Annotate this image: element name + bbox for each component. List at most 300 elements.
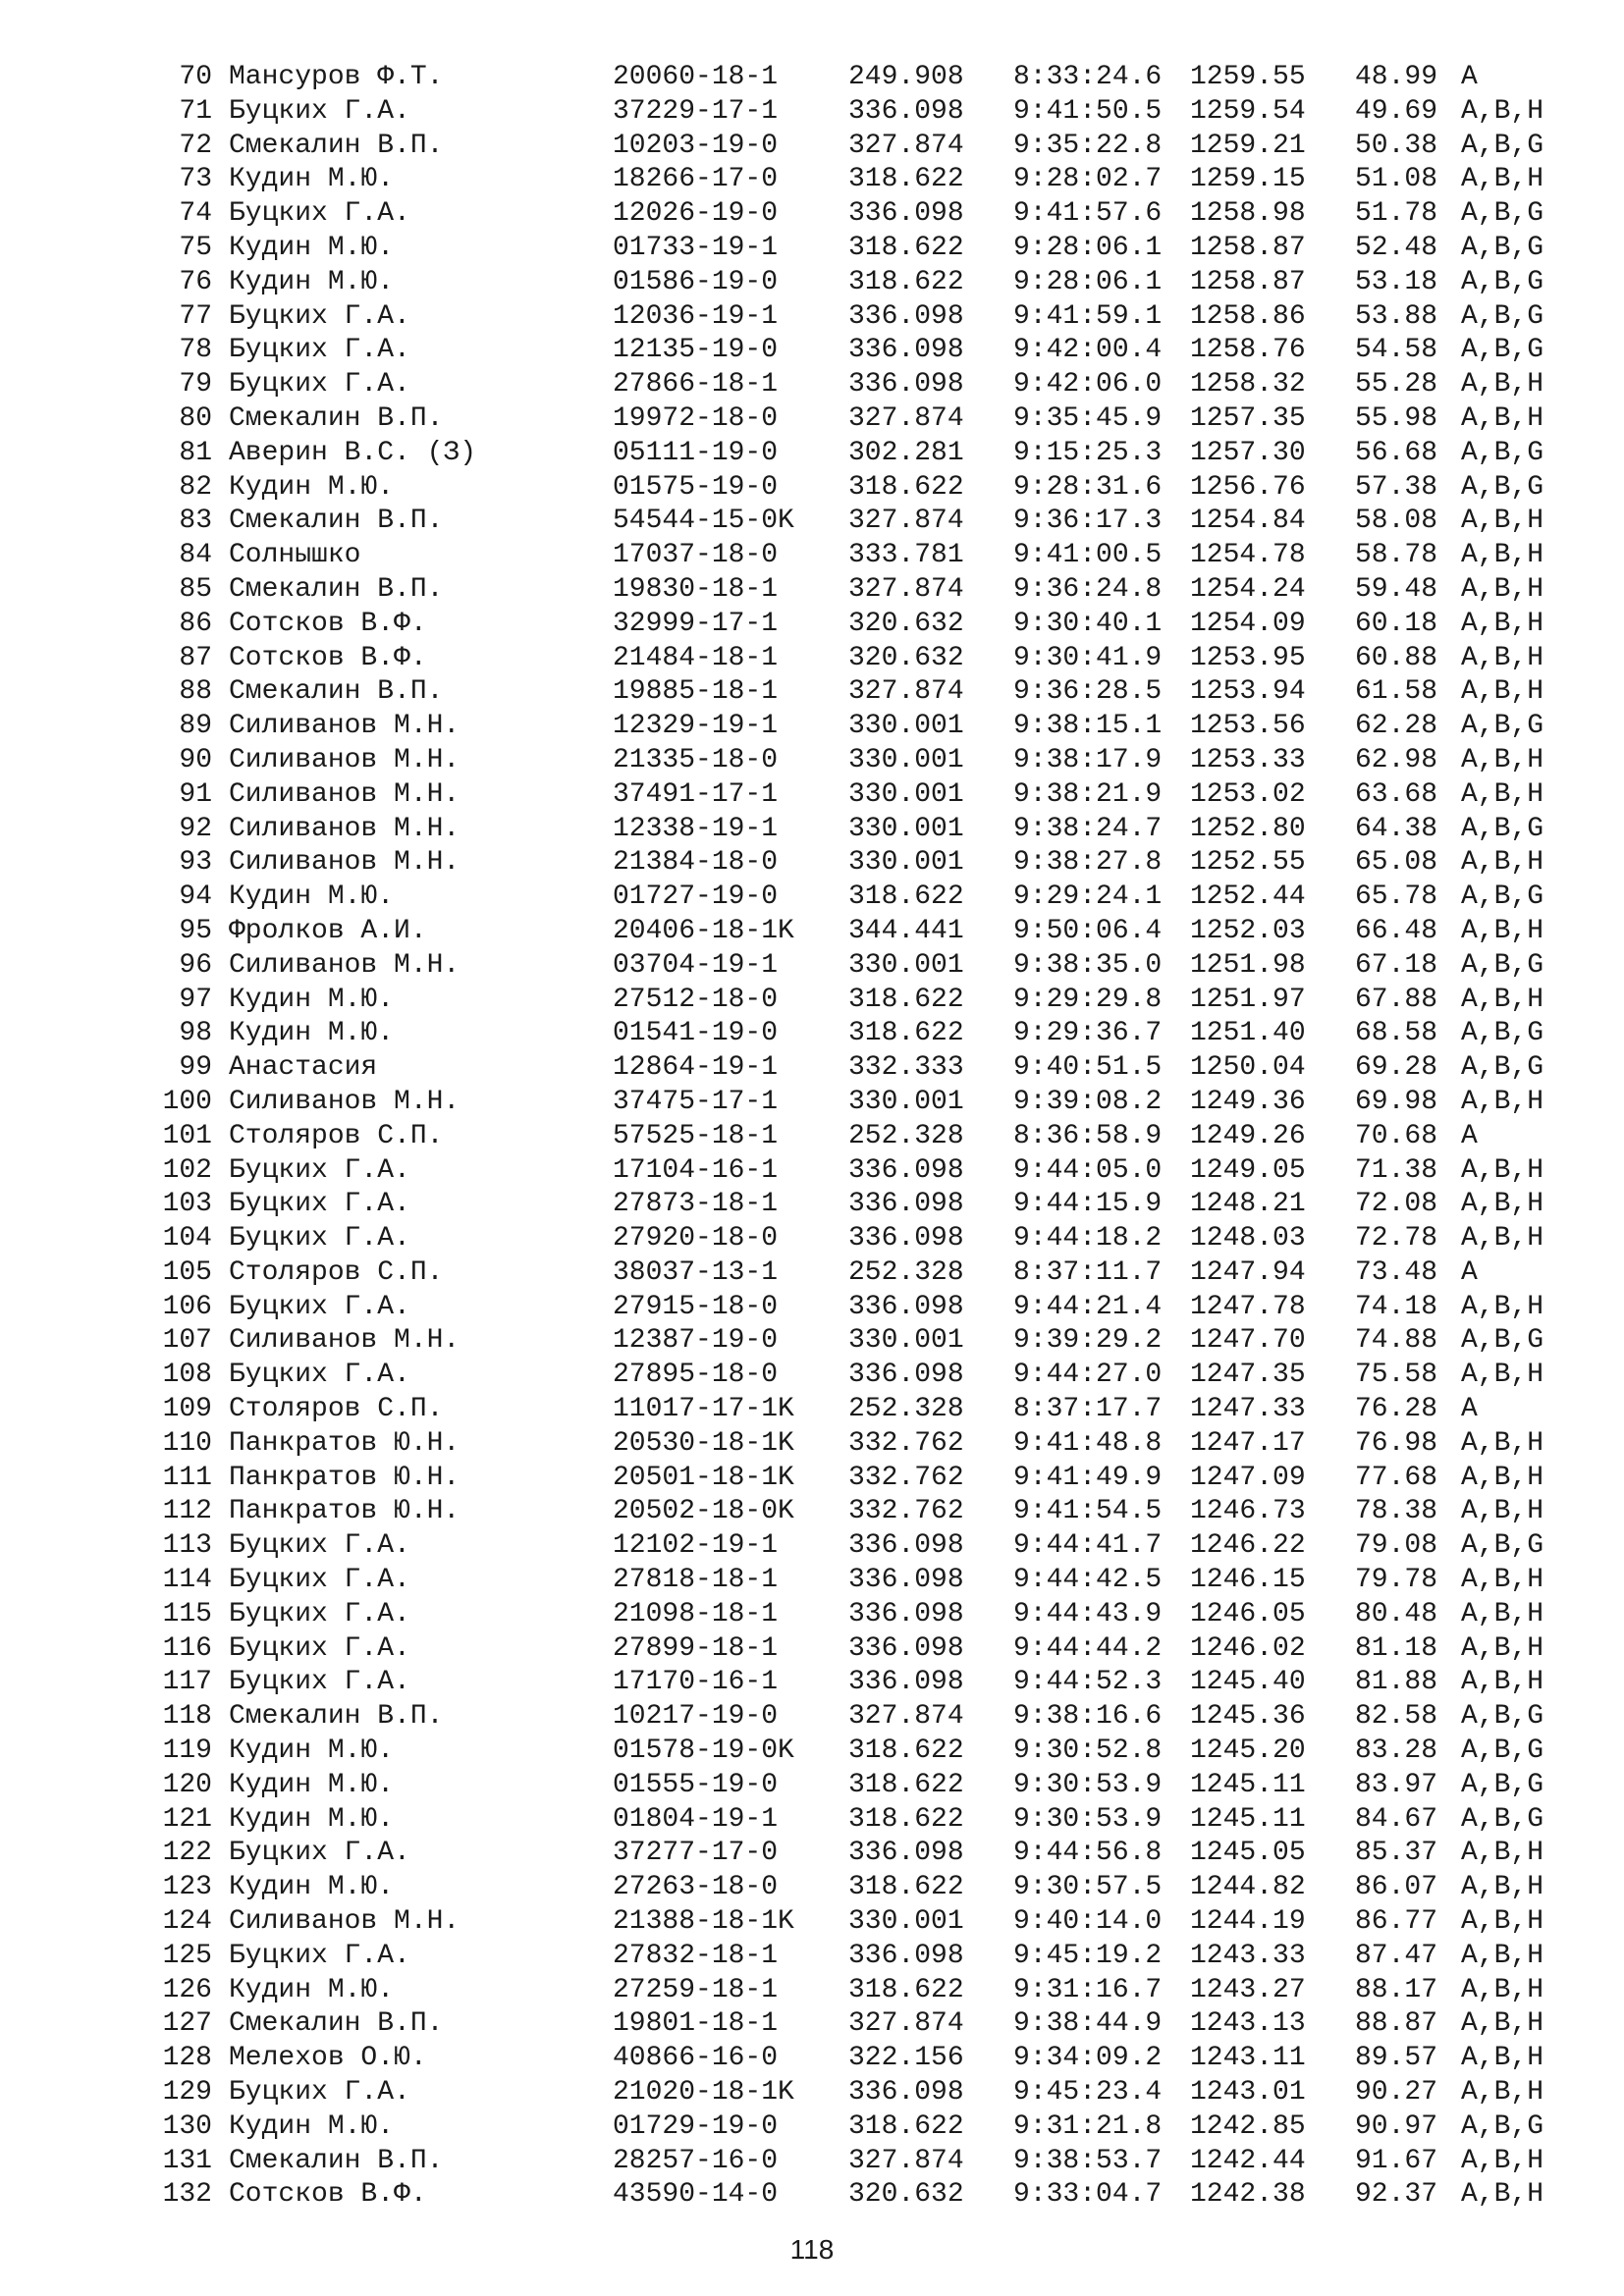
- arrival-time-cell: 9:44:05.0: [1013, 1154, 1163, 1186]
- table-row: [0, 915, 1624, 949]
- speed-cell: 1243.27: [1190, 1974, 1306, 2005]
- points-cell: 60.18: [1355, 608, 1438, 639]
- points-cell: 58.78: [1355, 540, 1438, 571]
- fancier-name-cell: Анастасия: [229, 1052, 378, 1084]
- rank-cell: 86: [179, 608, 212, 639]
- categories-cell: A,B,H: [1461, 95, 1544, 127]
- table-row: [0, 1837, 1624, 1871]
- speed-cell: 1258.32: [1190, 369, 1306, 400]
- rank-cell: 87: [179, 642, 212, 673]
- rank-cell: 91: [179, 778, 212, 810]
- rank-cell: 111: [162, 1462, 212, 1493]
- table-row: [0, 1803, 1624, 1838]
- speed-cell: 1245.11: [1190, 1803, 1306, 1835]
- points-cell: 58.08: [1355, 506, 1438, 537]
- rank-cell: 96: [179, 949, 212, 981]
- distance-cell: 318.622: [848, 1769, 964, 1800]
- fancier-name-cell: Сотсков В.Ф.: [229, 608, 427, 639]
- points-cell: 61.58: [1355, 676, 1438, 708]
- rank-cell: 78: [179, 335, 212, 366]
- points-cell: 63.68: [1355, 778, 1438, 810]
- distance-cell: 318.622: [848, 471, 964, 503]
- categories-cell: A,B,H: [1461, 1565, 1544, 1596]
- distance-cell: 336.098: [848, 2077, 964, 2109]
- fancier-name-cell: Солнышко: [229, 540, 361, 571]
- points-cell: 50.38: [1355, 130, 1438, 161]
- points-cell: 75.58: [1355, 1360, 1438, 1391]
- categories-cell: A: [1461, 1120, 1478, 1151]
- ring-number-cell: 17037-18-0: [613, 540, 779, 571]
- points-cell: 78.38: [1355, 1496, 1438, 1527]
- arrival-time-cell: 9:38:21.9: [1013, 778, 1163, 810]
- arrival-time-cell: 9:42:00.4: [1013, 335, 1163, 366]
- distance-cell: 252.328: [848, 1120, 964, 1151]
- categories-cell: A,B,H: [1461, 1086, 1544, 1117]
- speed-cell: 1258.87: [1190, 232, 1306, 263]
- categories-cell: A,B,H: [1461, 676, 1544, 708]
- categories-cell: A,B,G: [1461, 232, 1544, 263]
- arrival-time-cell: 9:36:24.8: [1013, 573, 1163, 605]
- arrival-time-cell: 9:44:41.7: [1013, 1530, 1163, 1562]
- rank-cell: 114: [162, 1565, 212, 1596]
- table-row: [0, 1564, 1624, 1598]
- distance-cell: 252.328: [848, 1256, 964, 1288]
- categories-cell: A,B,H: [1461, 1462, 1544, 1493]
- ring-number-cell: 54544-15-0K: [613, 506, 794, 537]
- fancier-name-cell: Буцких Г.А.: [229, 1223, 410, 1255]
- rank-cell: 92: [179, 813, 212, 844]
- arrival-time-cell: 9:44:44.2: [1013, 1632, 1163, 1664]
- speed-cell: 1254.84: [1190, 506, 1306, 537]
- ring-number-cell: 37277-17-0: [613, 1838, 779, 1869]
- points-cell: 56.68: [1355, 437, 1438, 468]
- categories-cell: A: [1461, 1394, 1478, 1425]
- categories-cell: A,B,H: [1461, 847, 1544, 879]
- fancier-name-cell: Смекалин В.П.: [229, 573, 444, 605]
- arrival-time-cell: 9:50:06.4: [1013, 915, 1163, 946]
- categories-cell: A,B,H: [1461, 1940, 1544, 1971]
- rank-cell: 103: [162, 1189, 212, 1220]
- points-cell: 48.99: [1355, 62, 1438, 92]
- points-cell: 74.18: [1355, 1291, 1438, 1322]
- speed-cell: 1259.55: [1190, 62, 1306, 92]
- points-cell: 57.38: [1355, 471, 1438, 503]
- speed-cell: 1254.78: [1190, 540, 1306, 571]
- fancier-name-cell: Мансуров Ф.Т.: [229, 62, 444, 92]
- points-cell: 52.48: [1355, 232, 1438, 263]
- table-row: [0, 1700, 1624, 1735]
- distance-cell: 327.874: [848, 1701, 964, 1733]
- speed-cell: 1257.35: [1190, 402, 1306, 434]
- table-row: [0, 266, 1624, 300]
- arrival-time-cell: 9:41:59.1: [1013, 300, 1163, 332]
- categories-cell: A,B,H: [1461, 573, 1544, 605]
- table-row: [0, 1905, 1624, 1940]
- points-cell: 90.27: [1355, 2077, 1438, 2109]
- categories-cell: A,B,H: [1461, 2145, 1544, 2176]
- speed-cell: 1252.03: [1190, 915, 1306, 946]
- arrival-time-cell: 9:36:17.3: [1013, 506, 1163, 537]
- ring-number-cell: 12864-19-1: [613, 1052, 779, 1084]
- rank-cell: 98: [179, 1018, 212, 1049]
- fancier-name-cell: Буцких Г.А.: [229, 1530, 410, 1562]
- points-cell: 67.88: [1355, 984, 1438, 1015]
- ring-number-cell: 27915-18-0: [613, 1291, 779, 1322]
- speed-cell: 1252.80: [1190, 813, 1306, 844]
- speed-cell: 1248.21: [1190, 1189, 1306, 1220]
- speed-cell: 1249.26: [1190, 1120, 1306, 1151]
- speed-cell: 1258.76: [1190, 335, 1306, 366]
- table-row: [0, 573, 1624, 608]
- points-cell: 73.48: [1355, 1256, 1438, 1288]
- arrival-time-cell: 9:29:29.8: [1013, 984, 1163, 1015]
- ring-number-cell: 12102-19-1: [613, 1530, 779, 1562]
- distance-cell: 330.001: [848, 813, 964, 844]
- table-row: [0, 95, 1624, 130]
- points-cell: 91.67: [1355, 2145, 1438, 2176]
- fancier-name-cell: Буцких Г.А.: [229, 1632, 410, 1664]
- distance-cell: 336.098: [848, 198, 964, 230]
- table-row: [0, 2076, 1624, 2110]
- fancier-name-cell: Силиванов М.Н.: [229, 847, 460, 879]
- rank-cell: 112: [162, 1496, 212, 1527]
- table-row: [0, 1086, 1624, 1120]
- arrival-time-cell: 9:38:27.8: [1013, 847, 1163, 879]
- table-row: [0, 471, 1624, 506]
- categories-cell: A,B,H: [1461, 1360, 1544, 1391]
- fancier-name-cell: Кудин М.Ю.: [229, 1872, 395, 1903]
- ring-number-cell: 20060-18-1: [613, 62, 779, 92]
- table-row: [0, 1974, 1624, 2008]
- categories-cell: A,B,G: [1461, 1530, 1544, 1562]
- arrival-time-cell: 9:44:15.9: [1013, 1189, 1163, 1220]
- ring-number-cell: 32999-17-1: [613, 608, 779, 639]
- fancier-name-cell: Буцких Г.А.: [229, 1189, 410, 1220]
- distance-cell: 318.622: [848, 984, 964, 1015]
- table-row: [0, 1871, 1624, 1905]
- rank-cell: 131: [162, 2145, 212, 2176]
- fancier-name-cell: Смекалин В.П.: [229, 676, 444, 708]
- ring-number-cell: 19801-18-1: [613, 2008, 779, 2040]
- fancier-name-cell: Панкратов Ю.Н.: [229, 1462, 460, 1493]
- fancier-name-cell: Буцких Г.А.: [229, 1940, 410, 1971]
- arrival-time-cell: 9:44:18.2: [1013, 1223, 1163, 1255]
- distance-cell: 322.156: [848, 2043, 964, 2074]
- arrival-time-cell: 9:41:00.5: [1013, 540, 1163, 571]
- distance-cell: 336.098: [848, 369, 964, 400]
- rank-cell: 80: [179, 402, 212, 434]
- arrival-time-cell: 9:42:06.0: [1013, 369, 1163, 400]
- ring-number-cell: 19972-18-0: [613, 402, 779, 434]
- distance-cell: 336.098: [848, 1291, 964, 1322]
- fancier-name-cell: Буцких Г.А.: [229, 1838, 410, 1869]
- distance-cell: 332.762: [848, 1496, 964, 1527]
- arrival-time-cell: 9:38:15.1: [1013, 711, 1163, 742]
- speed-cell: 1247.17: [1190, 1427, 1306, 1459]
- ring-number-cell: 03704-19-1: [613, 949, 779, 981]
- rank-cell: 130: [162, 2110, 212, 2142]
- arrival-time-cell: 9:44:27.0: [1013, 1360, 1163, 1391]
- categories-cell: A,B,H: [1461, 1906, 1544, 1938]
- distance-cell: 318.622: [848, 881, 964, 913]
- speed-cell: 1246.02: [1190, 1632, 1306, 1664]
- points-cell: 65.08: [1355, 847, 1438, 879]
- ring-number-cell: 20501-18-1K: [613, 1462, 794, 1493]
- table-row: [0, 1598, 1624, 1632]
- distance-cell: 330.001: [848, 744, 964, 775]
- fancier-name-cell: Кудин М.Ю.: [229, 164, 395, 195]
- rank-cell: 117: [162, 1667, 212, 1698]
- categories-cell: A,B,H: [1461, 402, 1544, 434]
- rank-cell: 122: [162, 1838, 212, 1869]
- table-row: [0, 1120, 1624, 1154]
- ring-number-cell: 10217-19-0: [613, 1701, 779, 1733]
- points-cell: 67.18: [1355, 949, 1438, 981]
- categories-cell: A,B,H: [1461, 1632, 1544, 1664]
- distance-cell: 327.874: [848, 506, 964, 537]
- rank-cell: 88: [179, 676, 212, 708]
- rank-cell: 89: [179, 711, 212, 742]
- rank-cell: 95: [179, 915, 212, 946]
- table-row: [0, 1359, 1624, 1393]
- rank-cell: 110: [162, 1427, 212, 1459]
- fancier-name-cell: Силиванов М.Н.: [229, 1086, 460, 1117]
- categories-cell: A,B,G: [1461, 1052, 1544, 1084]
- rank-cell: 126: [162, 1974, 212, 2005]
- speed-cell: 1256.76: [1190, 471, 1306, 503]
- categories-cell: A,B,H: [1461, 1872, 1544, 1903]
- categories-cell: A,B,G: [1461, 130, 1544, 161]
- speed-cell: 1243.33: [1190, 1940, 1306, 1971]
- points-cell: 86.77: [1355, 1906, 1438, 1938]
- ring-number-cell: 01575-19-0: [613, 471, 779, 503]
- points-cell: 51.08: [1355, 164, 1438, 195]
- rank-cell: 104: [162, 1223, 212, 1255]
- arrival-time-cell: 9:45:23.4: [1013, 2077, 1163, 2109]
- ring-number-cell: 21388-18-1K: [613, 1906, 794, 1938]
- fancier-name-cell: Панкратов Ю.Н.: [229, 1496, 460, 1527]
- table-row: [0, 1188, 1624, 1222]
- distance-cell: 336.098: [848, 300, 964, 332]
- rank-cell: 79: [179, 369, 212, 400]
- arrival-time-cell: 9:35:45.9: [1013, 402, 1163, 434]
- rank-cell: 105: [162, 1256, 212, 1288]
- distance-cell: 249.908: [848, 62, 964, 92]
- points-cell: 53.88: [1355, 300, 1438, 332]
- fancier-name-cell: Аверин В.С. (З): [229, 437, 477, 468]
- categories-cell: A,B,G: [1461, 1735, 1544, 1767]
- categories-cell: A,B,H: [1461, 642, 1544, 673]
- speed-cell: 1245.20: [1190, 1735, 1306, 1767]
- rank-cell: 102: [162, 1154, 212, 1186]
- rank-cell: 72: [179, 130, 212, 161]
- speed-cell: 1245.36: [1190, 1701, 1306, 1733]
- rank-cell: 73: [179, 164, 212, 195]
- fancier-name-cell: Буцких Г.А.: [229, 1565, 410, 1596]
- rank-cell: 70: [179, 62, 212, 92]
- ring-number-cell: 27899-18-1: [613, 1632, 779, 1664]
- ring-number-cell: 21384-18-0: [613, 847, 779, 879]
- table-row: [0, 949, 1624, 984]
- points-cell: 62.98: [1355, 744, 1438, 775]
- fancier-name-cell: Кудин М.Ю.: [229, 1769, 395, 1800]
- distance-cell: 330.001: [848, 847, 964, 879]
- table-row: [0, 846, 1624, 881]
- rank-cell: 77: [179, 300, 212, 332]
- ring-number-cell: 18266-17-0: [613, 164, 779, 195]
- distance-cell: 336.098: [848, 1632, 964, 1664]
- table-row: [0, 1769, 1624, 1803]
- ring-number-cell: 17104-16-1: [613, 1154, 779, 1186]
- categories-cell: A,B,G: [1461, 813, 1544, 844]
- arrival-time-cell: 9:34:09.2: [1013, 2043, 1163, 2074]
- table-row: [0, 1291, 1624, 1325]
- distance-cell: 318.622: [848, 232, 964, 263]
- distance-cell: 336.098: [848, 1667, 964, 1698]
- fancier-name-cell: Мелехов О.Ю.: [229, 2043, 427, 2074]
- distance-cell: 330.001: [848, 711, 964, 742]
- arrival-time-cell: 9:38:44.9: [1013, 2008, 1163, 2040]
- fancier-name-cell: Силиванов М.Н.: [229, 778, 460, 810]
- categories-cell: A,B,G: [1461, 300, 1544, 332]
- points-cell: 79.78: [1355, 1565, 1438, 1596]
- points-cell: 88.17: [1355, 1974, 1438, 2005]
- page-number: 118: [789, 2234, 835, 2265]
- ring-number-cell: 01555-19-0: [613, 1769, 779, 1800]
- categories-cell: A,B,G: [1461, 949, 1544, 981]
- ring-number-cell: 01733-19-1: [613, 232, 779, 263]
- points-cell: 54.58: [1355, 335, 1438, 366]
- table-row: [0, 1017, 1624, 1051]
- categories-cell: A,B,H: [1461, 2043, 1544, 2074]
- speed-cell: 1245.05: [1190, 1838, 1306, 1869]
- ring-number-cell: 17170-16-1: [613, 1667, 779, 1698]
- distance-cell: 336.098: [848, 1565, 964, 1596]
- categories-cell: A,B,H: [1461, 506, 1544, 537]
- ring-number-cell: 37229-17-1: [613, 95, 779, 127]
- speed-cell: 1250.04: [1190, 1052, 1306, 1084]
- distance-cell: 320.632: [848, 2179, 964, 2211]
- rank-cell: 100: [162, 1086, 212, 1117]
- fancier-name-cell: Буцких Г.А.: [229, 300, 410, 332]
- categories-cell: A,B,G: [1461, 471, 1544, 503]
- ring-number-cell: 57525-18-1: [613, 1120, 779, 1151]
- arrival-time-cell: 9:38:53.7: [1013, 2145, 1163, 2176]
- arrival-time-cell: 9:38:24.7: [1013, 813, 1163, 844]
- fancier-name-cell: Кудин М.Ю.: [229, 1735, 395, 1767]
- ring-number-cell: 12036-19-1: [613, 300, 779, 332]
- rank-cell: 84: [179, 540, 212, 571]
- rank-cell: 124: [162, 1906, 212, 1938]
- speed-cell: 1247.33: [1190, 1394, 1306, 1425]
- arrival-time-cell: 9:41:54.5: [1013, 1496, 1163, 1527]
- arrival-time-cell: 9:29:24.1: [1013, 881, 1163, 913]
- ring-number-cell: 27873-18-1: [613, 1189, 779, 1220]
- table-row: [0, 881, 1624, 915]
- table-row: [0, 2145, 1624, 2179]
- ring-number-cell: 12329-19-1: [613, 711, 779, 742]
- arrival-time-cell: 8:37:11.7: [1013, 1256, 1163, 1288]
- table-row: [0, 1222, 1624, 1256]
- speed-cell: 1245.11: [1190, 1769, 1306, 1800]
- speed-cell: 1247.70: [1190, 1325, 1306, 1357]
- speed-cell: 1252.44: [1190, 881, 1306, 913]
- table-row: [0, 1154, 1624, 1189]
- points-cell: 87.47: [1355, 1940, 1438, 1971]
- distance-cell: 330.001: [848, 1325, 964, 1357]
- categories-cell: A,B,H: [1461, 984, 1544, 1015]
- ring-number-cell: 20502-18-0K: [613, 1496, 794, 1527]
- rank-cell: 127: [162, 2008, 212, 2040]
- distance-cell: 302.281: [848, 437, 964, 468]
- speed-cell: 1258.87: [1190, 266, 1306, 297]
- rank-cell: 74: [179, 198, 212, 230]
- table-row: [0, 163, 1624, 197]
- points-cell: 88.87: [1355, 2008, 1438, 2040]
- speed-cell: 1253.94: [1190, 676, 1306, 708]
- arrival-time-cell: 9:30:57.5: [1013, 1872, 1163, 1903]
- speed-cell: 1253.02: [1190, 778, 1306, 810]
- table-row: [0, 334, 1624, 368]
- points-cell: 83.28: [1355, 1735, 1438, 1767]
- rank-cell: 109: [162, 1394, 212, 1425]
- fancier-name-cell: Кудин М.Ю.: [229, 881, 395, 913]
- rank-cell: 119: [162, 1735, 212, 1767]
- ring-number-cell: 28257-16-0: [613, 2145, 779, 2176]
- points-cell: 89.57: [1355, 2043, 1438, 2074]
- distance-cell: 318.622: [848, 1018, 964, 1049]
- speed-cell: 1259.15: [1190, 164, 1306, 195]
- arrival-time-cell: 9:33:04.7: [1013, 2179, 1163, 2211]
- categories-cell: A,B,H: [1461, 369, 1544, 400]
- categories-cell: A,B,H: [1461, 2179, 1544, 2211]
- distance-cell: 336.098: [848, 1189, 964, 1220]
- categories-cell: A,B,G: [1461, 1018, 1544, 1049]
- categories-cell: A,B,G: [1461, 266, 1544, 297]
- fancier-name-cell: Буцких Г.А.: [229, 369, 410, 400]
- fancier-name-cell: Сотсков В.Ф.: [229, 642, 427, 673]
- speed-cell: 1259.21: [1190, 130, 1306, 161]
- fancier-name-cell: Кудин М.Ю.: [229, 2110, 395, 2142]
- ring-number-cell: 27259-18-1: [613, 1974, 779, 2005]
- ring-number-cell: 01578-19-0K: [613, 1735, 794, 1767]
- distance-cell: 327.874: [848, 130, 964, 161]
- speed-cell: 1243.11: [1190, 2043, 1306, 2074]
- categories-cell: A,B,H: [1461, 608, 1544, 639]
- fancier-name-cell: Кудин М.Ю.: [229, 471, 395, 503]
- distance-cell: 252.328: [848, 1394, 964, 1425]
- speed-cell: 1253.56: [1190, 711, 1306, 742]
- distance-cell: 327.874: [848, 676, 964, 708]
- ring-number-cell: 20406-18-1K: [613, 915, 794, 946]
- arrival-time-cell: 9:30:53.9: [1013, 1769, 1163, 1800]
- rank-cell: 125: [162, 1940, 212, 1971]
- results-table: [0, 61, 1624, 2213]
- points-cell: 69.98: [1355, 1086, 1438, 1117]
- points-cell: 84.67: [1355, 1803, 1438, 1835]
- table-row: [0, 744, 1624, 778]
- table-row: [0, 539, 1624, 573]
- points-cell: 86.07: [1355, 1872, 1438, 1903]
- rank-cell: 93: [179, 847, 212, 879]
- rank-cell: 106: [162, 1291, 212, 1322]
- speed-cell: 1247.94: [1190, 1256, 1306, 1288]
- categories-cell: A,B,G: [1461, 1325, 1544, 1357]
- arrival-time-cell: 9:28:06.1: [1013, 232, 1163, 263]
- ring-number-cell: 11017-17-1K: [613, 1394, 794, 1425]
- fancier-name-cell: Сотсков В.Ф.: [229, 2179, 427, 2211]
- distance-cell: 330.001: [848, 949, 964, 981]
